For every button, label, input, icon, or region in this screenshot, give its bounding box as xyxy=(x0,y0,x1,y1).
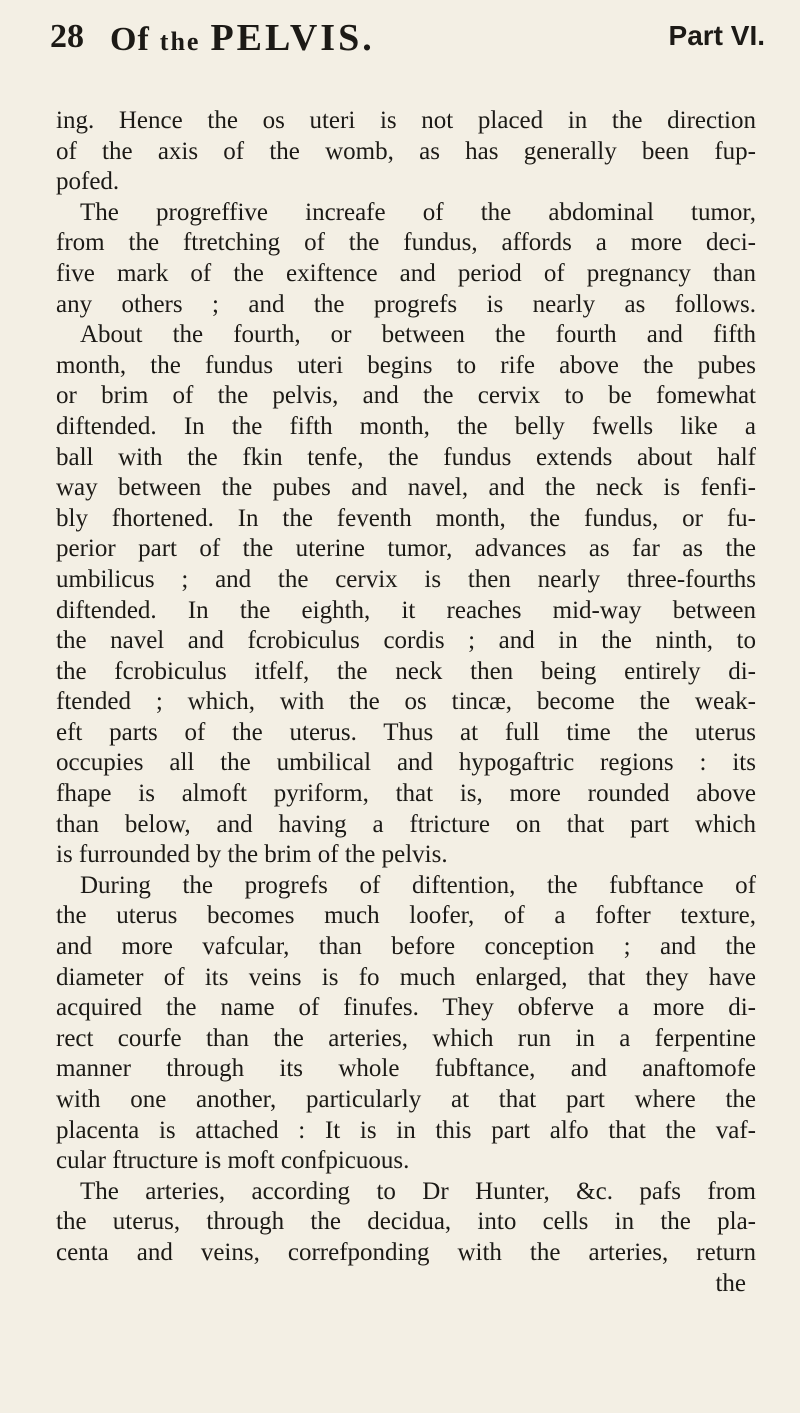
text-line: way between the pubes and navel, and the neck is fenfi- xyxy=(56,474,756,502)
text-line: During the progrefs of diftention, the fubftance of xyxy=(80,871,756,899)
text-line: the uterus becomes much loofer, of a fofter texture, xyxy=(56,902,756,930)
running-title xyxy=(110,16,375,60)
running-header xyxy=(50,14,765,64)
text-line: pofed. xyxy=(56,168,120,196)
body-text xyxy=(56,106,756,1299)
running-title-of: Of xyxy=(110,21,150,58)
text-line: diameter of its veins is fo much enlarged, that they have xyxy=(56,963,756,991)
text-line: umbilicus ; and the cervix is then nearly three-fourths xyxy=(56,565,756,593)
text-line: the navel and fcrobiculus cordis ; and in the ninth, to xyxy=(56,627,756,655)
text-line: centa and veins, correfponding with the arteries, return xyxy=(56,1238,756,1266)
text-line: of the axis of the womb, as has generally been fup- xyxy=(56,137,756,165)
text-line: diftended. In the eighth, it reaches mid-way between xyxy=(56,596,756,624)
text-line: and more vafcular, than before conception ; and the xyxy=(56,933,756,961)
text-line: bly fhortened. In the feventh month, the fundus, or fu- xyxy=(56,504,756,532)
text-line: perior part of the uterine tumor, advances as far as the xyxy=(56,535,756,563)
catchword: the xyxy=(715,1269,746,1297)
text-line: eft parts of the uterus. Thus at full time the uterus xyxy=(56,718,756,746)
text-line: diftended. In the fifth month, the belly fwells like a xyxy=(56,412,756,440)
text-line: rect courfe than the arteries, which run in a ferpentine xyxy=(56,1024,756,1052)
text-line: occupies all the umbilical and hypogaftric regions : its xyxy=(56,749,756,777)
text-line: month, the fundus uteri begins to rife above the pubes xyxy=(56,351,756,379)
running-title-the: the xyxy=(159,27,201,56)
text-line: ftended ; which, with the os tincæ, become the weak- xyxy=(56,688,756,716)
text-line: The progreffive increafe of the abdominal tumor, xyxy=(80,198,756,226)
text-line: any others ; and the progrefs is nearly as follows. xyxy=(56,290,756,318)
text-line: or brim of the pelvis, and the cervix to be fomewhat xyxy=(56,382,756,410)
text-line: placenta is attached : It is in this part alfo that the vaf- xyxy=(56,1116,756,1144)
text-line: ing. Hence the os uteri is not placed in the direction xyxy=(56,107,756,134)
text-line: the uterus, through the decidua, into cells in the pla- xyxy=(56,1208,756,1236)
text-line: The arteries, according to Dr Hunter, &c. pafs from xyxy=(80,1177,756,1205)
text-line: fhape is almoft pyriform, that is, more rounded above xyxy=(56,780,756,808)
text-line: ball with the fkin tenfe, the fundus extends about half xyxy=(56,443,756,471)
text-line: manner through its whole fubftance, and anaftomofe xyxy=(56,1055,756,1083)
text-line: from the ftretching of the fundus, affords a more deci- xyxy=(56,229,756,257)
text-line: than below, and having a ftricture on that part which xyxy=(56,810,756,838)
part-label: Part VI. xyxy=(668,20,765,51)
text-line: is furrounded by the brim of the pelvis. xyxy=(56,841,448,869)
text-line: acquired the name of finufes. They obferve a more di- xyxy=(56,994,756,1022)
text-line: About the fourth, or between the fourth and fifth xyxy=(80,321,756,349)
text-line: cular ftructure is moft confpicuous. xyxy=(56,1147,410,1175)
text-line: five mark of the exiftence and period of pregnancy than xyxy=(56,259,756,287)
running-title-pelvis: PELVIS. xyxy=(210,17,375,59)
text-line: with one another, particularly at that part where the xyxy=(56,1086,756,1113)
text-line: the fcrobiculus itfelf, the neck then being entirely di- xyxy=(56,657,756,685)
page-number: 28 xyxy=(50,18,84,55)
